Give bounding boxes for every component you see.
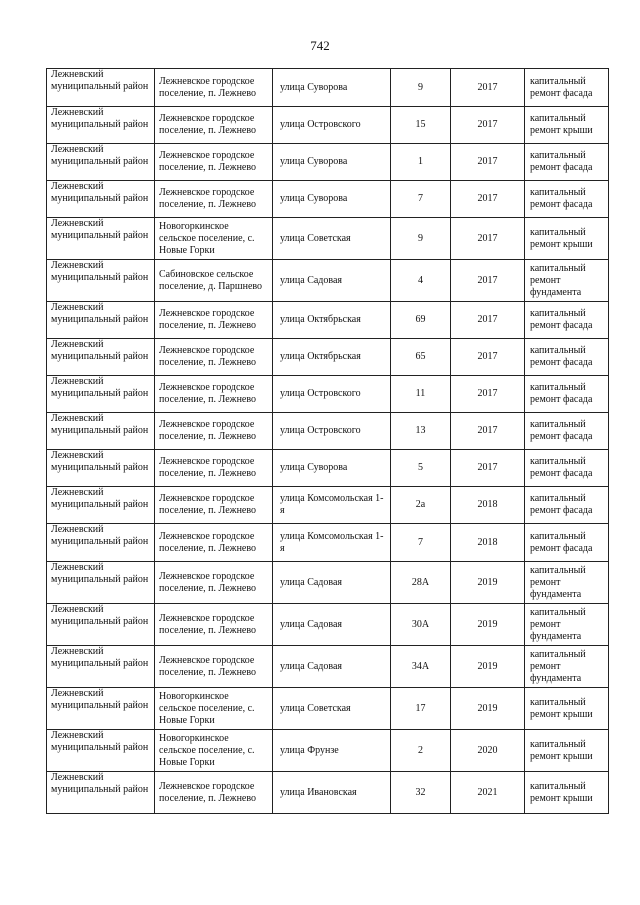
district-cell: Лежневский муниципальный район <box>47 260 155 302</box>
district-cell: Лежневский муниципальный район <box>47 339 155 376</box>
work-type-cell: капитальный ремонт крыши <box>525 730 609 772</box>
house-number-cell: 2а <box>391 487 451 524</box>
district-cell: Лежневский муниципальный район <box>47 413 155 450</box>
settlement-cell: Сабиновское сельское поселение, д. Паршнево <box>155 260 273 302</box>
table-row <box>47 646 609 688</box>
street-cell: улица Садовая <box>273 562 391 604</box>
street-cell: улица Суворова <box>273 450 391 487</box>
house-number-cell: 32 <box>391 772 451 814</box>
year-cell: 2017 <box>451 260 525 302</box>
repair-schedule-table <box>46 68 609 814</box>
district-cell: Лежневский муниципальный район <box>47 487 155 524</box>
work-type-cell: капитальный ремонт фундамента <box>525 562 609 604</box>
settlement-cell: Лежневское городское поселение, п. Лежнево <box>155 181 273 218</box>
settlement-cell: Лежневское городское поселение, п. Лежнево <box>155 107 273 144</box>
house-number-cell: 4 <box>391 260 451 302</box>
table-row <box>47 181 609 218</box>
district-cell: Лежневский муниципальный район <box>47 604 155 646</box>
district-cell: Лежневский муниципальный район <box>47 376 155 413</box>
work-type-cell: капитальный ремонт фасада <box>525 413 609 450</box>
settlement-cell: Лежневское городское поселение, п. Лежнево <box>155 562 273 604</box>
work-type-cell: капитальный ремонт фасада <box>525 144 609 181</box>
house-number-cell: 13 <box>391 413 451 450</box>
table-row <box>47 730 609 772</box>
table-row <box>47 69 609 107</box>
street-cell: улица Октябрьская <box>273 339 391 376</box>
year-cell: 2017 <box>451 144 525 181</box>
house-number-cell: 1 <box>391 144 451 181</box>
settlement-cell: Лежневское городское поселение, п. Лежнево <box>155 524 273 562</box>
street-cell: улица Садовая <box>273 646 391 688</box>
work-type-cell: капитальный ремонт фасада <box>525 69 609 107</box>
table-row <box>47 524 609 562</box>
settlement-cell: Лежневское городское поселение, п. Лежнево <box>155 376 273 413</box>
settlement-cell: Новогоркинское сельское поселение, с. Новые Горки <box>155 218 273 260</box>
year-cell: 2017 <box>451 302 525 339</box>
work-type-cell: капитальный ремонт крыши <box>525 688 609 730</box>
house-number-cell: 17 <box>391 688 451 730</box>
district-cell: Лежневский муниципальный район <box>47 730 155 772</box>
work-type-cell: капитальный ремонт фасада <box>525 524 609 562</box>
settlement-cell: Новогоркинское сельское поселение, с. Новые Горки <box>155 688 273 730</box>
work-type-cell: капитальный ремонт фасада <box>525 450 609 487</box>
table-row <box>47 144 609 181</box>
year-cell: 2017 <box>451 181 525 218</box>
settlement-cell: Лежневское городское поселение, п. Лежнево <box>155 144 273 181</box>
page-number: 742 <box>310 38 330 53</box>
street-cell: улица Островского <box>273 413 391 450</box>
settlement-cell: Лежневское городское поселение, п. Лежнево <box>155 646 273 688</box>
street-cell: улица Островского <box>273 107 391 144</box>
settlement-cell: Лежневское городское поселение, п. Лежнево <box>155 339 273 376</box>
table-row <box>47 413 609 450</box>
table-row <box>47 604 609 646</box>
street-cell: улица Суворова <box>273 181 391 218</box>
work-type-cell: капитальный ремонт крыши <box>525 218 609 260</box>
street-cell: улица Советская <box>273 688 391 730</box>
street-cell: улица Комсомольская 1-я <box>273 524 391 562</box>
table-row <box>47 487 609 524</box>
street-cell: улица Советская <box>273 218 391 260</box>
work-type-cell: капитальный ремонт фундамента <box>525 604 609 646</box>
house-number-cell: 65 <box>391 339 451 376</box>
district-cell: Лежневский муниципальный район <box>47 524 155 562</box>
year-cell: 2017 <box>451 376 525 413</box>
house-number-cell: 7 <box>391 181 451 218</box>
table-row <box>47 688 609 730</box>
year-cell: 2017 <box>451 339 525 376</box>
street-cell: улица Фрунзе <box>273 730 391 772</box>
year-cell: 2018 <box>451 524 525 562</box>
house-number-cell: 28А <box>391 562 451 604</box>
table-body <box>47 69 609 814</box>
settlement-cell: Лежневское городское поселение, п. Лежнево <box>155 487 273 524</box>
table-row <box>47 450 609 487</box>
year-cell: 2017 <box>451 107 525 144</box>
house-number-cell: 69 <box>391 302 451 339</box>
settlement-cell: Лежневское городское поселение, п. Лежнево <box>155 604 273 646</box>
district-cell: Лежневский муниципальный район <box>47 107 155 144</box>
settlement-cell: Лежневское городское поселение, п. Лежнево <box>155 450 273 487</box>
settlement-cell: Новогоркинское сельское поселение, с. Новые Горки <box>155 730 273 772</box>
street-cell: улица Комсомольская 1-я <box>273 487 391 524</box>
table-row <box>47 772 609 814</box>
district-cell: Лежневский муниципальный район <box>47 688 155 730</box>
house-number-cell: 5 <box>391 450 451 487</box>
work-type-cell: капитальный ремонт фасада <box>525 302 609 339</box>
work-type-cell: капитальный ремонт фасада <box>525 181 609 218</box>
year-cell: 2019 <box>451 562 525 604</box>
street-cell: улица Суворова <box>273 69 391 107</box>
street-cell: улица Ивановская <box>273 772 391 814</box>
table-row <box>47 339 609 376</box>
district-cell: Лежневский муниципальный район <box>47 69 155 107</box>
work-type-cell: капитальный ремонт фасада <box>525 339 609 376</box>
settlement-cell: Лежневское городское поселение, п. Лежнево <box>155 772 273 814</box>
year-cell: 2017 <box>451 218 525 260</box>
street-cell: улица Садовая <box>273 604 391 646</box>
house-number-cell: 9 <box>391 69 451 107</box>
settlement-cell: Лежневское городское поселение, п. Лежнево <box>155 413 273 450</box>
settlement-cell: Лежневское городское поселение, п. Лежнево <box>155 69 273 107</box>
district-cell: Лежневский муниципальный район <box>47 302 155 339</box>
house-number-cell: 9 <box>391 218 451 260</box>
house-number-cell: 15 <box>391 107 451 144</box>
house-number-cell: 7 <box>391 524 451 562</box>
house-number-cell: 30А <box>391 604 451 646</box>
year-cell: 2017 <box>451 450 525 487</box>
street-cell: улица Островского <box>273 376 391 413</box>
year-cell: 2019 <box>451 688 525 730</box>
district-cell: Лежневский муниципальный район <box>47 144 155 181</box>
table-row <box>47 260 609 302</box>
year-cell: 2020 <box>451 730 525 772</box>
street-cell: улица Суворова <box>273 144 391 181</box>
street-cell: улица Садовая <box>273 260 391 302</box>
house-number-cell: 34А <box>391 646 451 688</box>
district-cell: Лежневский муниципальный район <box>47 772 155 814</box>
year-cell: 2017 <box>451 413 525 450</box>
district-cell: Лежневский муниципальный район <box>47 181 155 218</box>
table-row <box>47 562 609 604</box>
district-cell: Лежневский муниципальный район <box>47 450 155 487</box>
house-number-cell: 11 <box>391 376 451 413</box>
street-cell: улица Октябрьская <box>273 302 391 339</box>
year-cell: 2019 <box>451 646 525 688</box>
work-type-cell: капитальный ремонт крыши <box>525 107 609 144</box>
district-cell: Лежневский муниципальный район <box>47 646 155 688</box>
table-row <box>47 218 609 260</box>
district-cell: Лежневский муниципальный район <box>47 218 155 260</box>
work-type-cell: капитальный ремонт фундамента <box>525 646 609 688</box>
work-type-cell: капитальный ремонт фасада <box>525 487 609 524</box>
settlement-cell: Лежневское городское поселение, п. Лежнево <box>155 302 273 339</box>
table-row <box>47 376 609 413</box>
year-cell: 2021 <box>451 772 525 814</box>
work-type-cell: капитальный ремонт крыши <box>525 772 609 814</box>
district-cell: Лежневский муниципальный район <box>47 562 155 604</box>
year-cell: 2019 <box>451 604 525 646</box>
table-row <box>47 107 609 144</box>
house-number-cell: 2 <box>391 730 451 772</box>
work-type-cell: капитальный ремонт фундамента <box>525 260 609 302</box>
year-cell: 2018 <box>451 487 525 524</box>
table-row <box>47 302 609 339</box>
year-cell: 2017 <box>451 69 525 107</box>
work-type-cell: капитальный ремонт фасада <box>525 376 609 413</box>
